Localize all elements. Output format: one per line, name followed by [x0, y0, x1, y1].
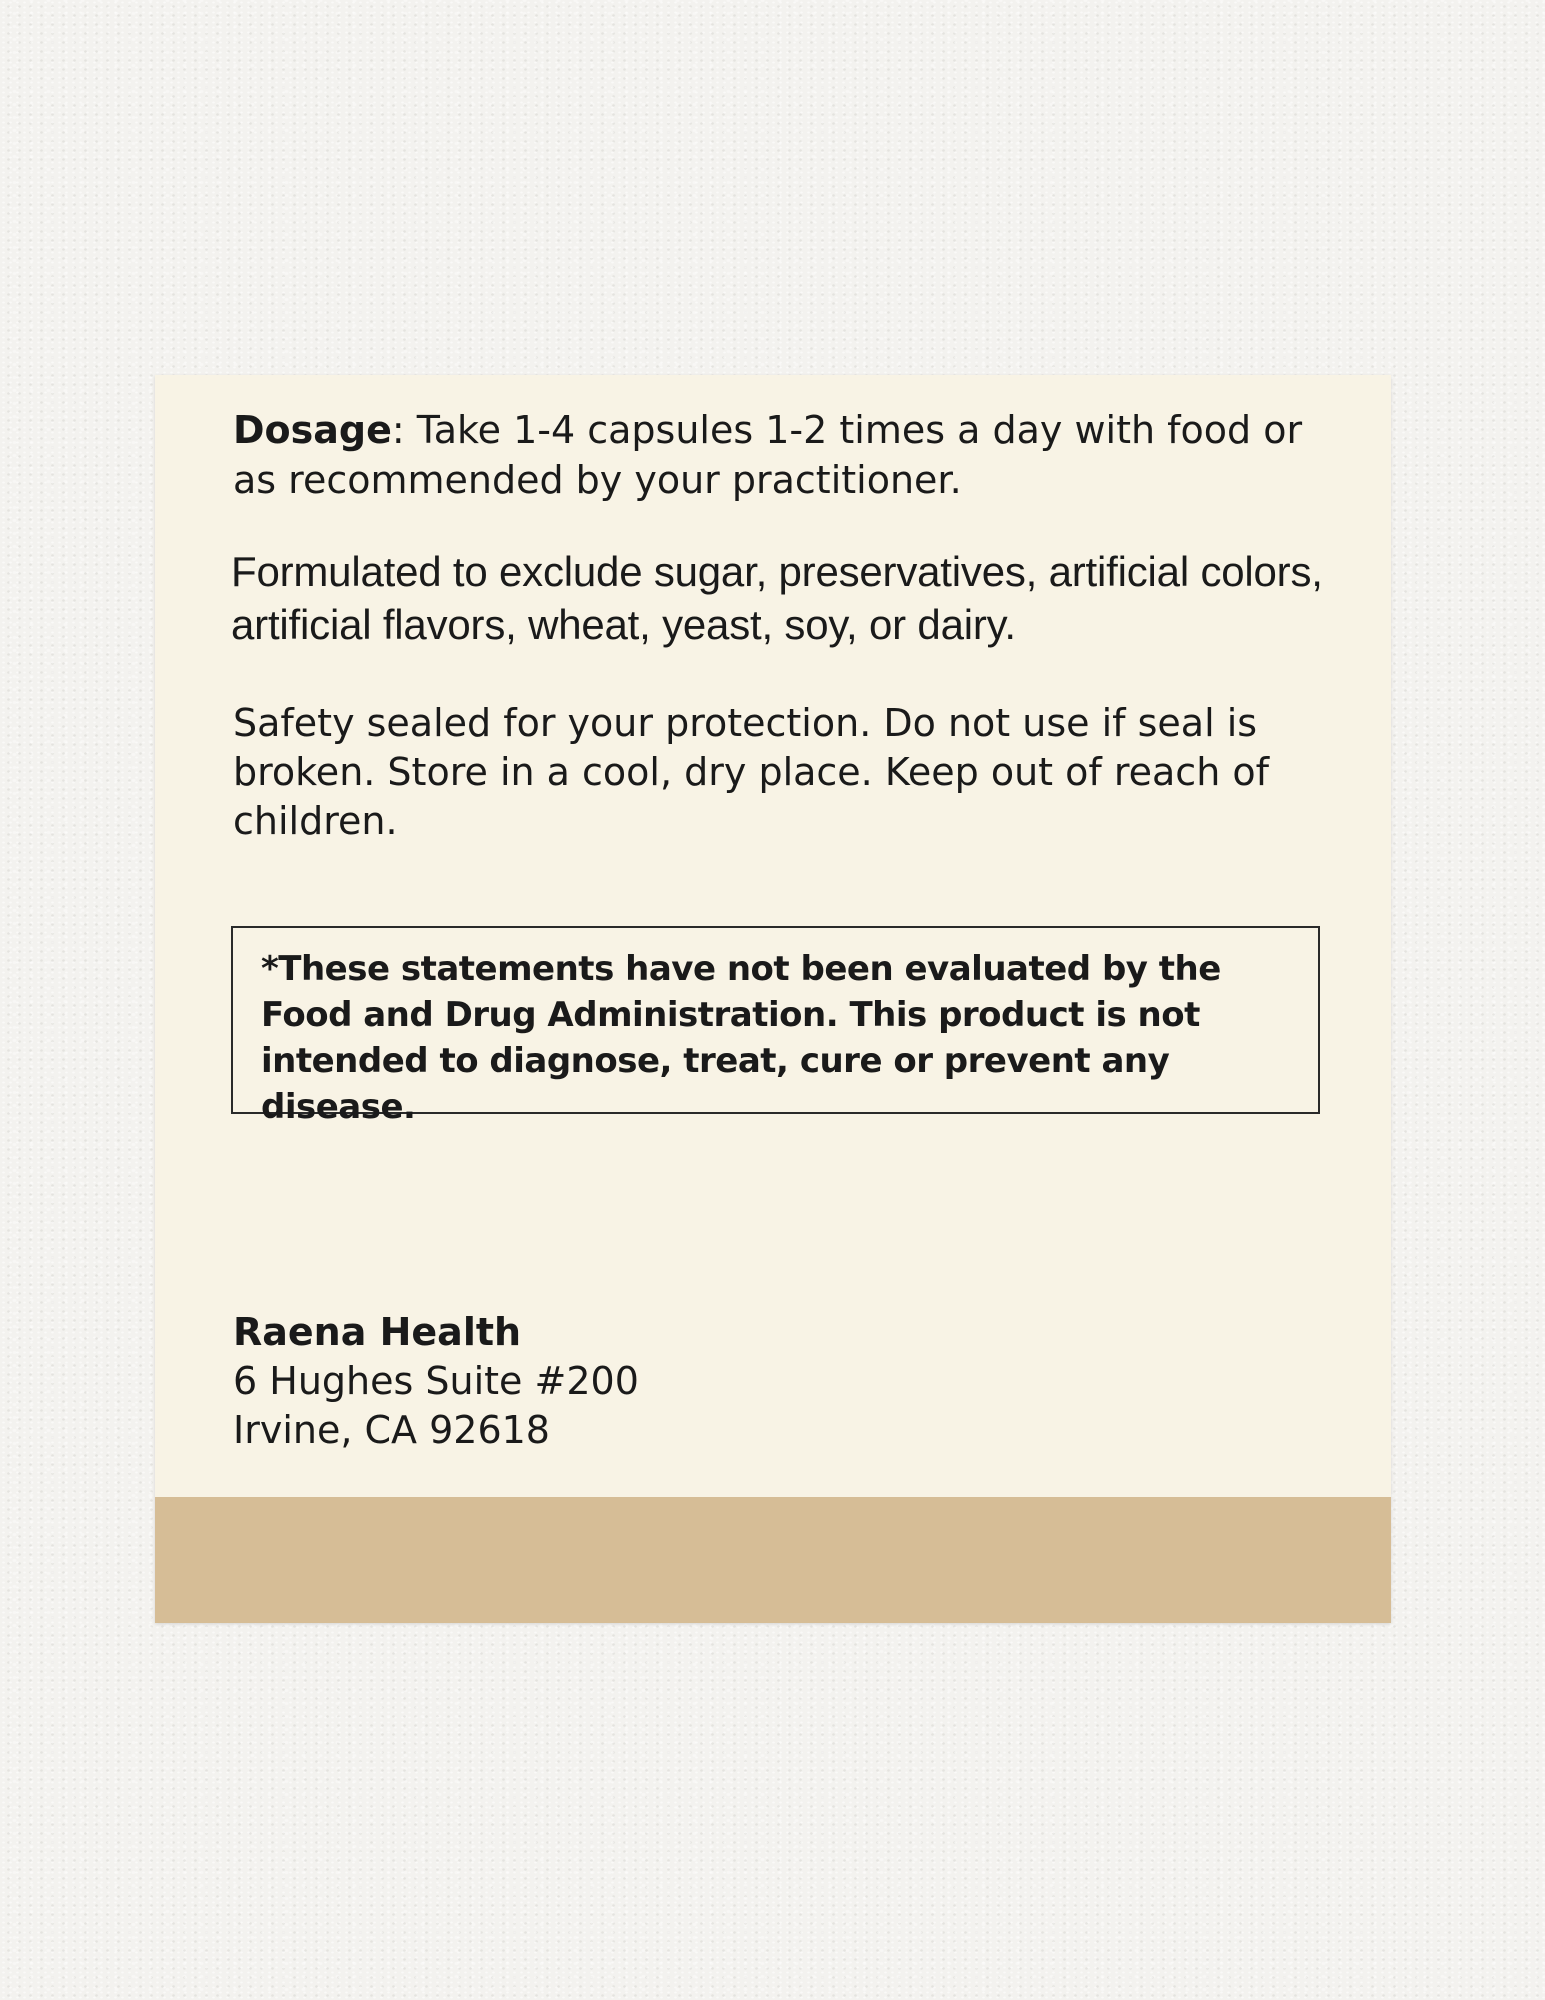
company-name: Raena Health — [233, 1310, 522, 1354]
fda-disclaimer-box — [231, 926, 1320, 1127]
company-address — [233, 1308, 1133, 1455]
dosage-label: Dosage — [233, 408, 392, 452]
dosage-instructions — [233, 405, 1313, 505]
safety-statement: Safety sealed for your protection. Do not use if seal is broken. Store in a cool, dry place. Keep out of reach of children. — [233, 701, 1269, 843]
product-label — [155, 375, 1391, 1623]
company-street: 6 Hughes Suite #200 — [233, 1359, 639, 1403]
exclusions-statement: Formulated to exclude sugar, preservatives, artificial colors, artificial flavors, wheat, yeast, soy, or dairy. — [231, 548, 1323, 648]
fda-disclaimer-text: *These statements have not been evaluated by the Food and Drug Administration. This product is not intended to diagnose, treat, cure or prevent any disease. — [261, 949, 1221, 1127]
company-city: Irvine, CA 92618 — [233, 1408, 550, 1452]
dosage-text: : Take 1-4 capsules 1-2 times a day with food or as recommended by your practitioner. — [233, 408, 1303, 502]
bottom-color-band — [155, 1497, 1391, 1623]
